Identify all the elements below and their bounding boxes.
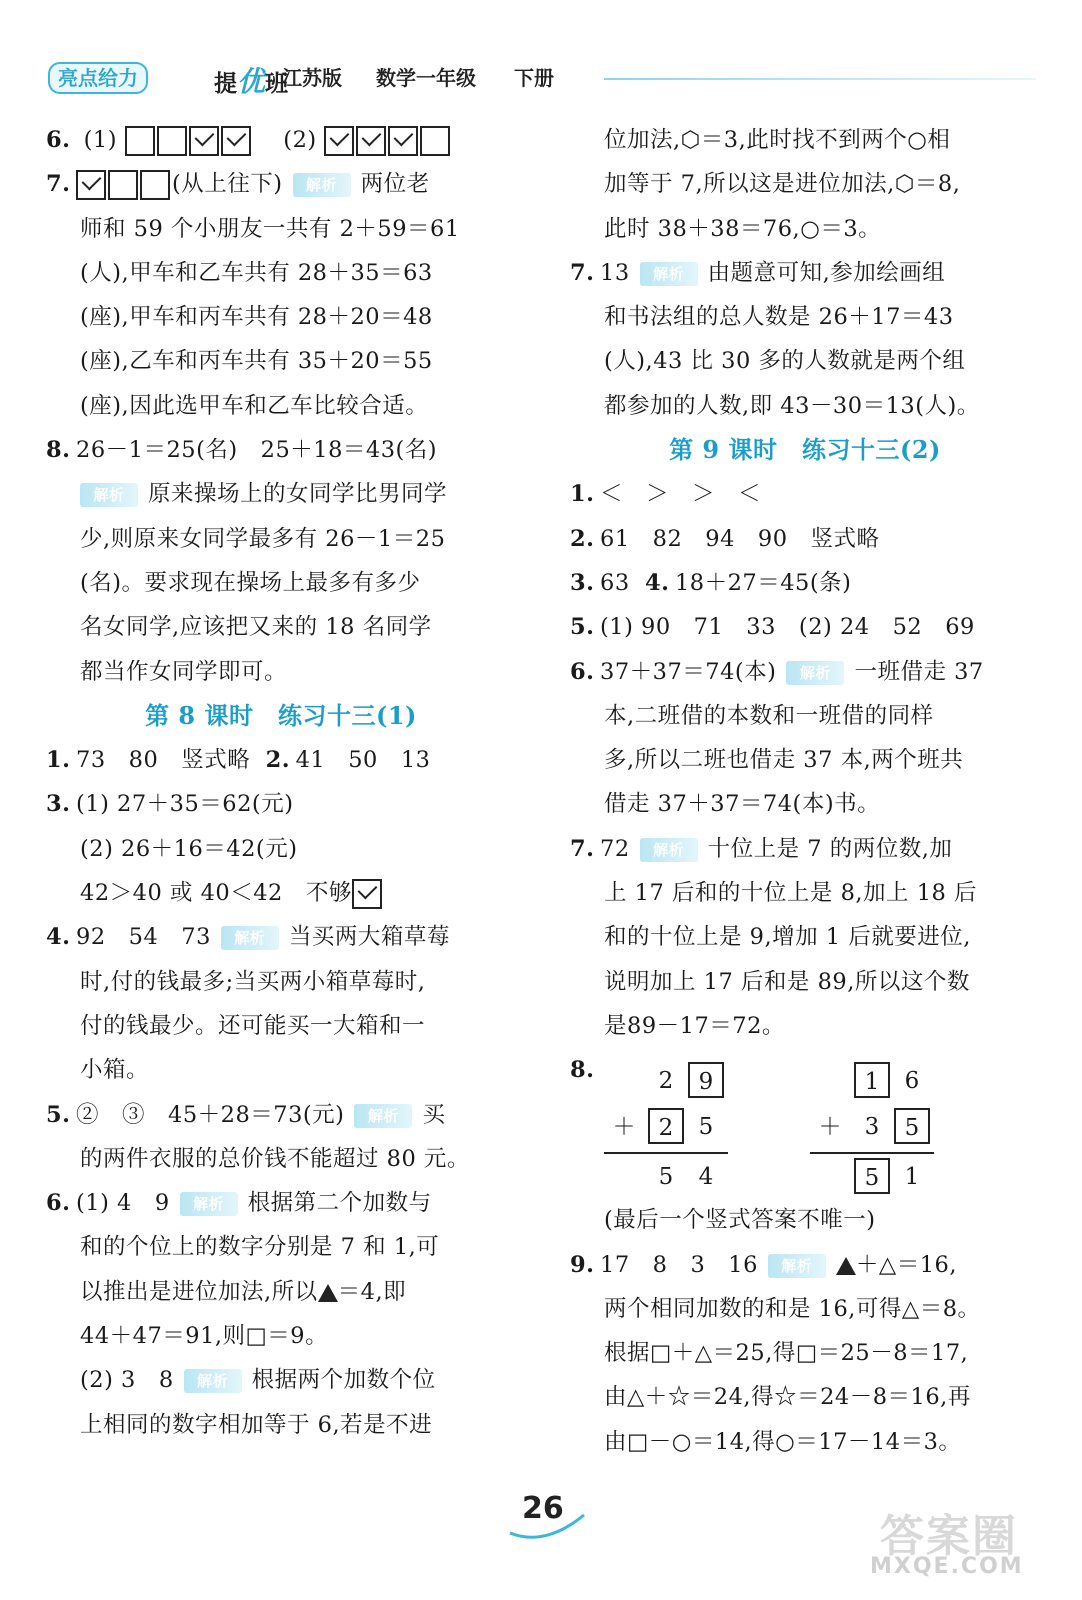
item-number: 8.	[570, 1057, 595, 1084]
answer-line: (最后一个竖式答案不唯一)	[604, 1207, 876, 1234]
answer-line	[46, 915, 516, 959]
checkbox	[140, 170, 170, 200]
brand-badge: 亮点给力	[48, 62, 148, 94]
answer-line	[46, 1181, 516, 1225]
section-title: 第 8 课时 练习十三(1)	[145, 700, 417, 730]
answer-line: 借走 37＋37＝74(本)书。	[604, 791, 881, 818]
checkbox-checked	[189, 126, 219, 156]
answer-line: 由□－○＝14,得○＝17－14＝3。	[604, 1428, 962, 1455]
answer-text: (1)	[83, 127, 118, 153]
answer-line: (人),43 比 30 多的人数就是两个组	[604, 348, 966, 375]
answer-text: 73 80 竖式略	[76, 747, 251, 774]
digit: 6	[904, 1068, 920, 1094]
page-number	[500, 1485, 590, 1545]
answer-text: 由题意可知,参加绘画组	[707, 259, 946, 286]
section-title: 第 9 课时 练习十三(2)	[669, 435, 941, 465]
item-number: 9.	[570, 1251, 595, 1278]
answer-line	[46, 738, 516, 782]
vertical-calc-1	[604, 1058, 734, 1200]
page-header	[44, 56, 1044, 96]
brand-post: 班	[265, 71, 289, 97]
answer-text: 41 50 13	[295, 747, 431, 774]
subject-label: 数学一年级	[376, 66, 476, 90]
answer-line	[570, 517, 1040, 561]
checkbox	[108, 170, 138, 200]
digit: 5	[698, 1114, 714, 1140]
answer-text: (2)	[283, 127, 317, 153]
checkbox	[420, 126, 450, 156]
answer-line: 加等于 7,所以这是进位加法,⬡＝8,	[604, 171, 961, 198]
digit: 3	[864, 1114, 880, 1140]
answer-text: (2) 3 8	[80, 1367, 174, 1394]
answer-text: 原来操场上的女同学比男同学	[148, 481, 448, 508]
item-number: 5.	[46, 1101, 71, 1128]
item-number: 4.	[46, 924, 71, 951]
answer-text: 买	[422, 1101, 446, 1128]
answer-text: 72	[600, 835, 630, 862]
answer-text: 92 54 73	[76, 924, 211, 951]
answer-text: 37＋37＝74(本)	[600, 658, 777, 685]
answer-line	[570, 561, 1040, 605]
answer-text: 17 8 3 16	[600, 1251, 758, 1278]
answer-line: 上 17 后和的十位上是 8,加上 18 后	[604, 880, 977, 907]
volume-label: 下册	[514, 66, 554, 90]
answer-text: 十位上是 7 的两位数,加	[707, 835, 953, 862]
answer-line: 两个相同加数的和是 16,可得△＝8。	[604, 1295, 981, 1322]
digit: 5	[658, 1164, 674, 1190]
digit-box: 1	[854, 1062, 890, 1098]
answer-text: (从上往下)	[172, 171, 283, 198]
answer-line	[46, 1270, 516, 1314]
answer-line: 时,付的钱最多;当买两小箱草莓时,	[80, 968, 426, 995]
answer-line	[570, 605, 1040, 649]
answer-text: ＜ ＞ ＞ ＜	[600, 481, 762, 508]
answer-line: 和的十位上是 9,增加 1 后就要进位,	[604, 924, 971, 951]
answer-line: 少,则原来女同学最多有 26－1＝25	[80, 525, 446, 552]
answer-line: 付的钱最少。还可能买一大箱和一	[80, 1012, 426, 1039]
digit-box: 2	[648, 1108, 684, 1144]
analysis-tag: 解析	[80, 483, 138, 507]
item-number: 8.	[46, 437, 71, 464]
answer-line: 和的个位上的数字分别是 7 和 1,可	[80, 1234, 440, 1261]
digit-box: 5	[894, 1108, 930, 1144]
brand-mid: 优	[237, 65, 266, 98]
answer-text: 13	[600, 259, 630, 286]
answer-line: 本,二班借的本数和一班借的同样	[604, 702, 934, 729]
digit-box: 9	[688, 1062, 724, 1098]
answer-text: 两位老	[360, 171, 430, 198]
answer-line	[46, 428, 516, 472]
item-number: 6.	[46, 1190, 71, 1217]
answer-line	[570, 827, 1040, 871]
item-number: 3.	[46, 791, 71, 818]
watermark	[850, 1500, 1050, 1590]
brand-name	[214, 60, 288, 100]
answer-text: ＝4,即	[337, 1278, 407, 1305]
header-rule	[604, 78, 1036, 80]
answer-line: (座),乙车和丙车共有 35＋20＝55	[80, 348, 433, 375]
answer-line: 44＋47＝91,则□＝9。	[80, 1323, 329, 1350]
answer-text: 26－1＝25(名) 25＋18＝43(名)	[76, 437, 438, 464]
answer-line	[46, 782, 516, 826]
plus-sign: ＋	[612, 1114, 636, 1140]
checkbox-checked	[388, 126, 418, 156]
answer-line	[46, 118, 516, 162]
answer-line	[46, 1358, 516, 1402]
answer-line: (人),甲车和乙车共有 28＋35＝63	[80, 259, 433, 286]
analysis-tag: 解析	[354, 1104, 412, 1128]
answer-line: 小箱。	[80, 1057, 150, 1084]
item-number: 6.	[570, 658, 595, 685]
item-number: 7.	[570, 835, 595, 862]
answer-line: 由△＋☆＝24,得☆＝24－8＝16,再	[604, 1384, 971, 1411]
analysis-tag: 解析	[768, 1254, 826, 1278]
answer-line: 位加法,⬡＝3,此时找不到两个○相	[604, 127, 951, 153]
answer-text: 63	[600, 569, 630, 596]
answer-line	[570, 650, 1040, 694]
digit: 2	[658, 1068, 674, 1094]
plus-sign: ＋	[818, 1114, 842, 1140]
checkbox-checked	[356, 126, 386, 156]
answer-text: ② ③ 45＋28＝73(元)	[76, 1101, 345, 1128]
analysis-tag: 解析	[640, 262, 698, 286]
right-column	[570, 118, 1040, 1464]
answer-text: (1) 27＋35＝62(元)	[76, 791, 294, 818]
item-number: 7.	[46, 171, 71, 198]
answer-line: 都参加的人数,即 43－30＝13(人)。	[604, 392, 980, 419]
answer-line: (座),甲车和丙车共有 28＋20＝48	[80, 304, 433, 331]
answer-line: 多,所以二班也借走 37 本,两个班共	[604, 747, 964, 774]
item-number: 1.	[570, 481, 595, 508]
answer-text: (1) 90 71 33 (2) 24 52 69	[600, 614, 975, 641]
item-number: 1.	[46, 747, 71, 774]
digit-box: 5	[854, 1158, 890, 1194]
analysis-tag: 解析	[293, 173, 351, 197]
checkbox-checked	[221, 126, 251, 156]
checkbox	[157, 126, 187, 156]
item-number: 6.	[46, 127, 71, 153]
answer-text: 18＋27＝45(条)	[674, 569, 852, 596]
checkbox-checked	[352, 879, 382, 909]
analysis-tag: 解析	[640, 838, 698, 862]
item-number: 2.	[570, 525, 595, 552]
answer-line: 是89－17＝72。	[604, 1012, 785, 1039]
checkbox-checked	[76, 170, 106, 200]
answer-line	[570, 472, 1040, 516]
checkbox-checked	[324, 126, 354, 156]
answer-line	[46, 1093, 516, 1137]
answer-line: (2) 26＋16＝42(元)	[80, 835, 298, 862]
analysis-tag: 解析	[184, 1369, 242, 1393]
digit: 4	[698, 1164, 714, 1190]
answer-text: 根据两个加数个位	[251, 1367, 436, 1394]
answer-line: 都当作女同学即可。	[80, 658, 288, 685]
watermark-text: 答案圈	[880, 1511, 1018, 1562]
answer-line: 根据□＋△＝25,得□＝25－8＝17,	[604, 1340, 969, 1367]
answer-line	[46, 472, 516, 516]
answer-line: (座),因此选甲车和乙车比较合适。	[80, 392, 429, 419]
item-number: 4.	[644, 569, 670, 596]
checkbox	[125, 126, 155, 156]
answer-text: 42＞40 或 40＜42 不够	[80, 880, 352, 907]
answer-line: 上相同的数字相加等于 6,若是不进	[80, 1411, 433, 1438]
triangle-icon	[836, 1257, 856, 1275]
answer-line: 此时 38＋38＝76,○＝3。	[604, 215, 882, 242]
answer-line	[46, 162, 516, 206]
answer-text: 以推出是进位加法,所以	[80, 1278, 318, 1305]
answer-text: 61 82 94 90 竖式略	[600, 525, 880, 552]
page-number-text: 26	[522, 1491, 564, 1526]
answer-line: 名女同学,应该把又来的 18 名同学	[80, 614, 432, 641]
answer-line	[46, 871, 516, 915]
vertical-calc-2	[810, 1058, 940, 1200]
answer-text: 一班借走 37	[854, 658, 984, 685]
watermark-url: MXQE.COM	[870, 1554, 1024, 1579]
left-column	[46, 118, 516, 1447]
item-number: 3.	[570, 569, 595, 596]
brand-pre: 提	[214, 71, 237, 97]
answer-text: (1) 4 9	[76, 1190, 170, 1217]
answer-line: (名)。要求现在操场上最多有多少	[80, 569, 421, 596]
answer-text: 根据第二个加数与	[247, 1190, 432, 1217]
digit: 1	[904, 1164, 920, 1190]
edition-label: 江苏版	[282, 66, 342, 90]
answer-line: 说明加上 17 后和是 89,所以这个数	[604, 968, 970, 995]
item-number: 5.	[570, 614, 595, 641]
analysis-tag: 解析	[180, 1192, 238, 1216]
answer-text: ＋△＝16,	[855, 1251, 957, 1278]
item-number: 2.	[265, 747, 291, 774]
item-number: 7.	[570, 259, 595, 286]
answer-line: 和书法组的总人数是 26＋17＝43	[604, 304, 954, 331]
analysis-tag: 解析	[221, 926, 279, 950]
answer-line: 的两件衣服的总价钱不能超过 80 元。	[80, 1145, 470, 1172]
answer-line	[570, 1243, 1040, 1287]
triangle-icon	[318, 1284, 338, 1302]
answer-text: 当买两大箱草莓	[288, 924, 450, 951]
answer-line: 师和 59 个小朋友一共有 2＋59＝61	[80, 215, 460, 242]
answer-line	[570, 251, 1040, 295]
analysis-tag: 解析	[786, 661, 844, 685]
